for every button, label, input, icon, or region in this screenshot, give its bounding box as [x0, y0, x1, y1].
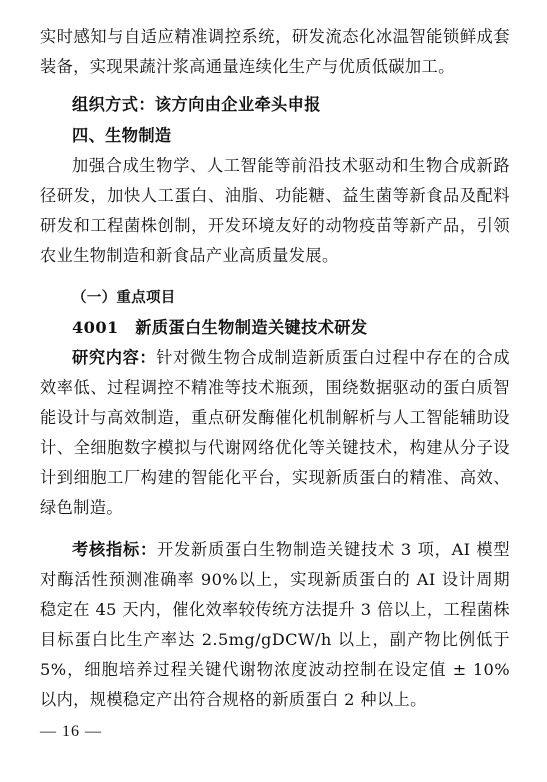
organization-method: 组织方式：该方向由企业牵头申报	[72, 95, 321, 114]
page-number: — 16 —	[40, 723, 102, 740]
research-content	[40, 343, 510, 523]
section-body: 加强合成生物学、人工智能等前沿技术驱动和生物合成新路径研发，加快人工蛋白、油脂、功能糖、益生菌等新食品及配料研发和工程菌株创制，开发环境友好的动物疫苗等新产品，引领农业生物制造和新食品产业高质量发展。	[40, 156, 510, 265]
assessment-indicators	[40, 535, 510, 715]
continued-paragraph: 实时感知与自适应精准调控系统，研发流态化冰温智能锁鲜成套装备，实现果蔬汁浆高通量连续化生产与优质低碳加工。	[40, 27, 510, 76]
assessment-label: 考核指标：	[72, 540, 157, 559]
subsection-title: （一）重点项目	[72, 289, 176, 306]
project-title: 4001 新质蛋白生物制造关键技术研发	[72, 318, 368, 337]
section-title: 四、生物制造	[72, 126, 172, 145]
research-body: 针对微生物合成制造新质蛋白过程中存在的合成效率低、过程调控不精准等技术瓶颈，围绕数据驱动的蛋白质智能设计与高效制造，重点研发酶催化机制解析与人工智能辅助设计、全细胞数字模拟与代谢网络优化等关键技术，构建从分子设计到细胞工厂构建的智能化平台，实现新质蛋白的精准、高效、绿色制造。	[40, 348, 510, 517]
assessment-body: 开发新质蛋白生物制造关键技术 3 项，AI 模型对酶活性预测准确率 90%以上，实现新质蛋白的 AI 设计周期稳定在 45 天内，催化效率较传统方法提升 3 倍以上，工程菌株目标蛋白比生产率达 2.5mg/gDCW/h 以上，副产物比例低于 5%，细胞培养过程关键代谢物浓度波动控制在设定值 ± 10%以内，规模稳定产出符合规格的新质蛋白 2 种以上。	[40, 540, 511, 709]
research-label: 研究内容：	[72, 348, 157, 367]
